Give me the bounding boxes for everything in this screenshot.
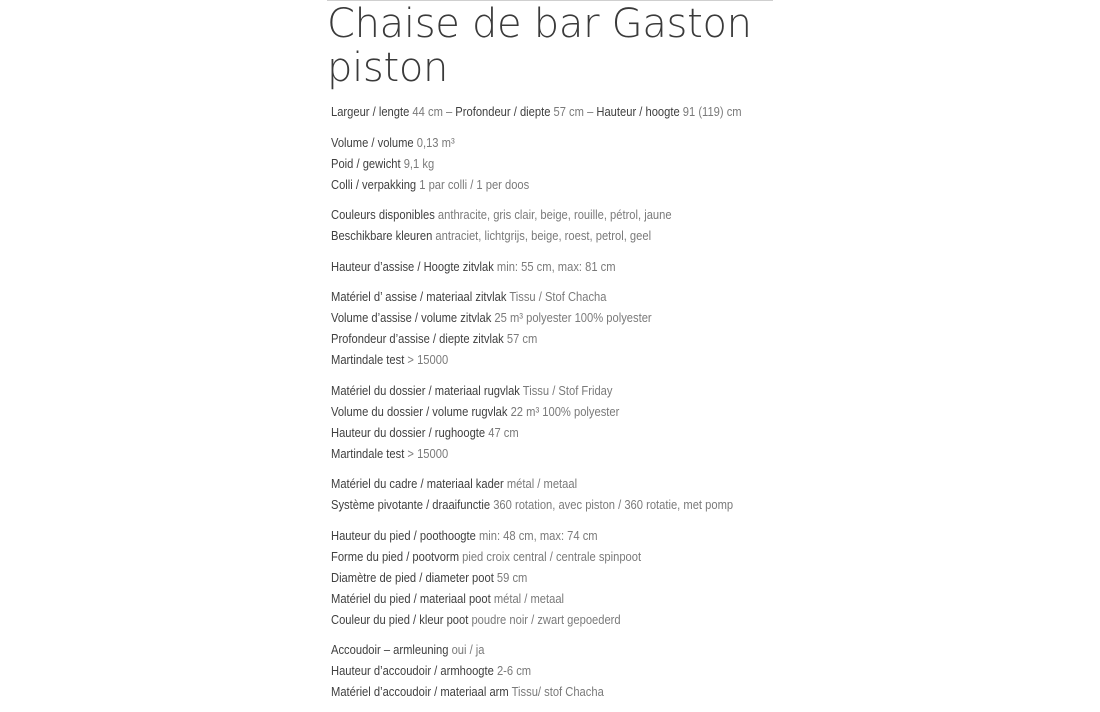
spec-line <box>331 639 933 660</box>
spec-value: métal / metaal <box>490 590 565 606</box>
spec-line <box>331 307 933 328</box>
spec-group <box>331 256 933 277</box>
spec-line <box>331 609 933 630</box>
spec-value: pied croix central / centrale spinpoot <box>459 548 642 564</box>
spec-label: Matériel du pied / materiaal poot <box>331 590 491 606</box>
spec-line <box>331 473 933 494</box>
spec-line <box>331 681 933 702</box>
spec-value: poudre noir / zwart gepoederd <box>468 611 621 627</box>
spec-value: 57 cm – <box>550 104 597 119</box>
spec-label: Hauteur du pied / poothoogte <box>331 527 476 543</box>
spec-value: 9,1 kg <box>400 155 435 171</box>
spec-label: Système pivotante / draaifunctie <box>331 497 491 512</box>
spec-line <box>331 422 933 443</box>
spec-group <box>331 132 933 195</box>
spec-value: min: 55 cm, max: 81 cm <box>493 258 616 274</box>
spec-value: 47 cm <box>485 424 519 440</box>
spec-value: 0,13 m³ <box>413 134 455 150</box>
spec-group <box>331 639 933 702</box>
spec-value: 57 cm <box>503 331 538 346</box>
spec-value: 59 cm <box>493 569 528 585</box>
spec-line <box>331 380 933 401</box>
spec-line <box>331 328 933 349</box>
specifications-list <box>331 101 933 712</box>
spec-label: Couleur du pied / kleur poot <box>331 611 469 627</box>
spec-group <box>331 204 933 246</box>
product-title: Chaise de bar Gaston piston <box>327 1 752 91</box>
spec-value: 360 rotation, avec piston / 360 rotatie, met pomp <box>490 497 734 512</box>
spec-label: Forme du pied / pootvorm <box>331 548 460 564</box>
spec-label: Matériel d’accoudoir / materiaal arm <box>331 684 509 699</box>
spec-group <box>331 380 933 464</box>
spec-line <box>331 153 933 174</box>
spec-value: min: 48 cm, max: 74 cm <box>475 527 598 543</box>
spec-value: métal / metaal <box>503 476 578 491</box>
spec-value: 22 m³ 100% polyester <box>507 403 620 419</box>
spec-value: anthracite, gris clair, beige, rouille, pétrol, jaune <box>434 207 672 222</box>
spec-group <box>331 473 933 515</box>
spec-value: oui / ja <box>448 642 485 657</box>
spec-line <box>331 132 933 153</box>
spec-label: Volume d’assise / volume zitvlak <box>331 310 492 325</box>
spec-label: Profondeur d’assise / diepte zitvlak <box>331 331 504 346</box>
spec-label: Largeur / lengte <box>331 104 410 119</box>
spec-label: Volume du dossier / volume rugvlak <box>331 403 508 419</box>
spec-label: Poid / gewicht <box>331 155 401 171</box>
spec-line <box>331 494 933 515</box>
spec-label: Matériel d’ assise / materiaal zitvlak <box>331 289 507 304</box>
spec-value: 25 m³ polyester 100% polyester <box>491 310 652 325</box>
spec-label: Beschikbare kleuren <box>331 228 433 243</box>
spec-label: Hauteur du dossier / rughoogte <box>331 424 486 440</box>
spec-line <box>331 401 933 422</box>
spec-label: Matériel du dossier / materiaal rugvlak <box>331 382 520 398</box>
spec-line <box>331 443 933 464</box>
spec-label: Volume / volume <box>331 134 414 150</box>
spec-line <box>331 660 933 681</box>
spec-label: Martindale test <box>331 445 405 461</box>
spec-value: 1 par colli / 1 per doos <box>416 176 530 192</box>
spec-value: 44 cm – <box>409 104 456 119</box>
spec-value: Tissu/ stof Chacha <box>508 684 604 699</box>
spec-group <box>331 286 933 370</box>
spec-line <box>331 546 933 567</box>
spec-group <box>331 525 933 630</box>
spec-line <box>331 567 933 588</box>
spec-label: Profondeur / diepte <box>455 104 551 119</box>
spec-value: Tissu / Stof Chacha <box>506 289 607 304</box>
spec-line-dimensions <box>331 101 933 122</box>
spec-label: Hauteur / hoogte <box>596 104 680 119</box>
spec-line <box>331 204 933 225</box>
spec-line <box>331 588 933 609</box>
spec-label: Hauteur d’assise / Hoogte zitvlak <box>331 258 494 274</box>
spec-value: Tissu / Stof Friday <box>519 382 613 398</box>
spec-line <box>331 286 933 307</box>
spec-value: > 15000 <box>404 352 449 367</box>
spec-line <box>331 256 933 277</box>
spec-value: antraciet, lichtgrijs, beige, roest, petrol, geel <box>432 228 652 243</box>
spec-label: Matériel du cadre / materiaal kader <box>331 476 504 491</box>
spec-label: Hauteur d’accoudoir / armhoogte <box>331 663 494 678</box>
spec-label: Couleurs disponibles <box>331 207 435 222</box>
spec-value: 2-6 cm <box>493 663 532 678</box>
spec-group <box>331 101 933 122</box>
spec-line <box>331 349 933 370</box>
spec-line <box>331 225 933 246</box>
spec-line <box>331 525 933 546</box>
spec-label: Diamètre de pied / diameter poot <box>331 569 494 585</box>
spec-label: Accoudoir – armleuning <box>331 642 449 657</box>
spec-label: Martindale test <box>331 352 405 367</box>
spec-line <box>331 174 933 195</box>
spec-label: Colli / verpakking <box>331 176 417 192</box>
spec-value: 91 (119) cm <box>679 104 742 119</box>
spec-value: > 15000 <box>404 445 449 461</box>
